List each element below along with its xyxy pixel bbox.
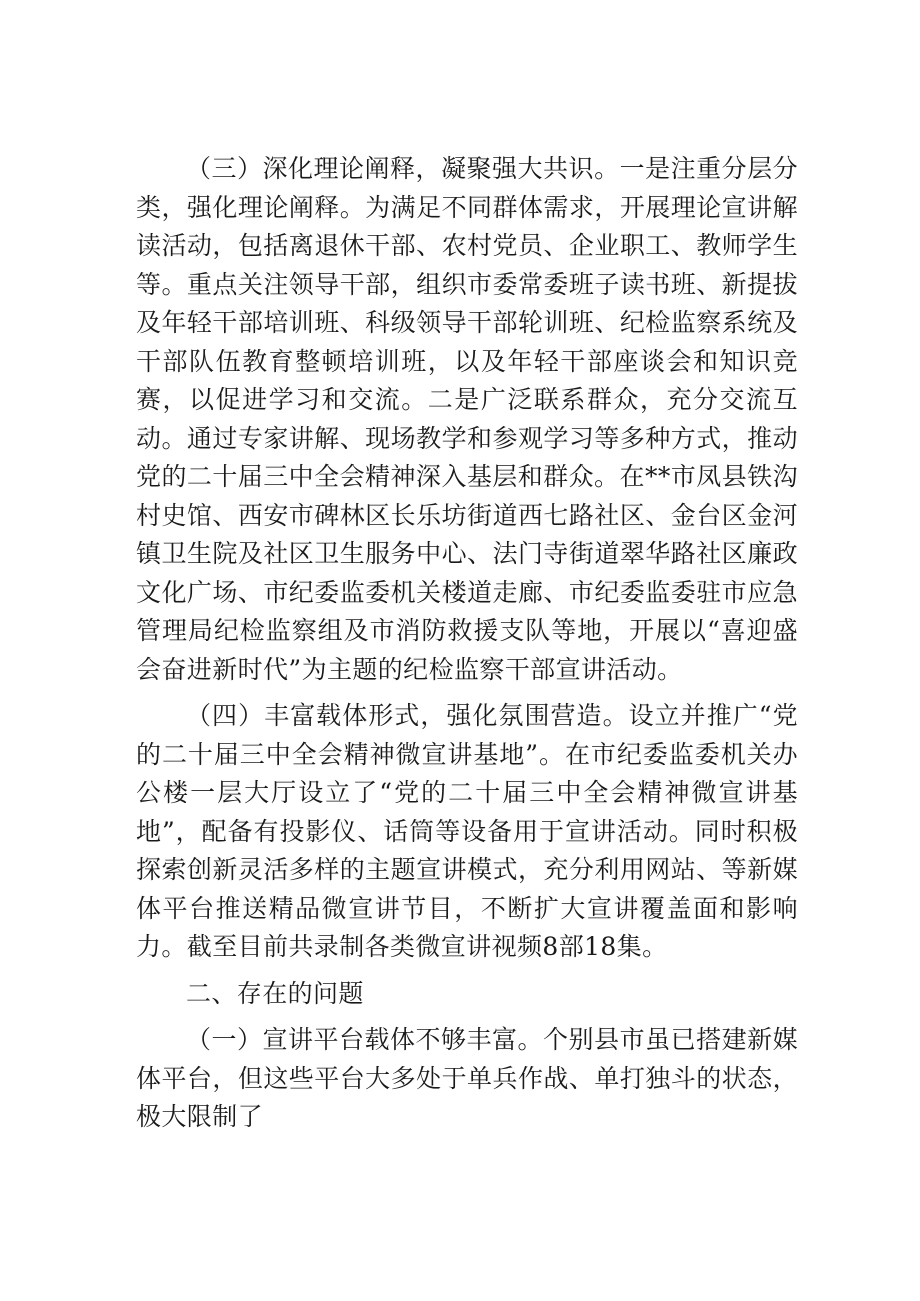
paragraph-section-4: （四）丰富载体形式，强化氛围营造。设立并推广“党的二十届三中全会精神微宣讲基地”。在市纪委监委机关办公楼一层大厅设立了“党的二十届三中全会精神微宣讲基地”，配备有投影仪、话筒等设备用于宣讲活动。同时积极探索创新灵活多样的主题宣讲模式，充分利用网站、等新媒体平台推送精品微宣讲节目，不断扩大宣讲覆盖面和影响力。截至目前共录制各类微宣讲视频8部18集。 (136, 701, 798, 961)
document-body (136, 150, 798, 1137)
section-heading-problems: 二、存在的问题 (186, 978, 364, 1008)
paragraph-problem-1: （一）宣讲平台载体不够丰富。个别县市虽已搭建新媒体平台，但这些平台大多处于单兵作战、单打独斗的状态，极大限制了 (136, 1025, 798, 1131)
paragraph-section-3: （三）深化理论阐释，凝聚强大共识。一是注重分层分类，强化理论阐释。为满足不同群体需求，开展理论宣讲解读活动，包括离退休干部、农村党员、企业职工、教师学生等。重点关注领导干部，组织市委常委班子读书班、新提拔及年轻干部培训班、科级领导干部轮训班、纪检监察系统及干部队伍教育整顿培训班，以及年轻干部座谈会和知识竞赛，以促进学习和交流。二是广泛联系群众，充分交流互动。通过专家讲解、现场教学和参观学习等多种方式，推动党的二十届三中全会精神深入基层和群众。在**市凤县铁沟村史馆、西安市碑林区长乐坊街道西七路社区、金台区金河镇卫生院及社区卫生服务中心、法门寺街道翠华路社区廉政文化广场、市纪委监委机关楼道走廊、市纪委监委驻市应急管理局纪检监察组及市消防救援支队等地，开展以“喜迎盛会奋进新时代”为主题的纪检监察干部宣讲活动。 (136, 154, 798, 684)
